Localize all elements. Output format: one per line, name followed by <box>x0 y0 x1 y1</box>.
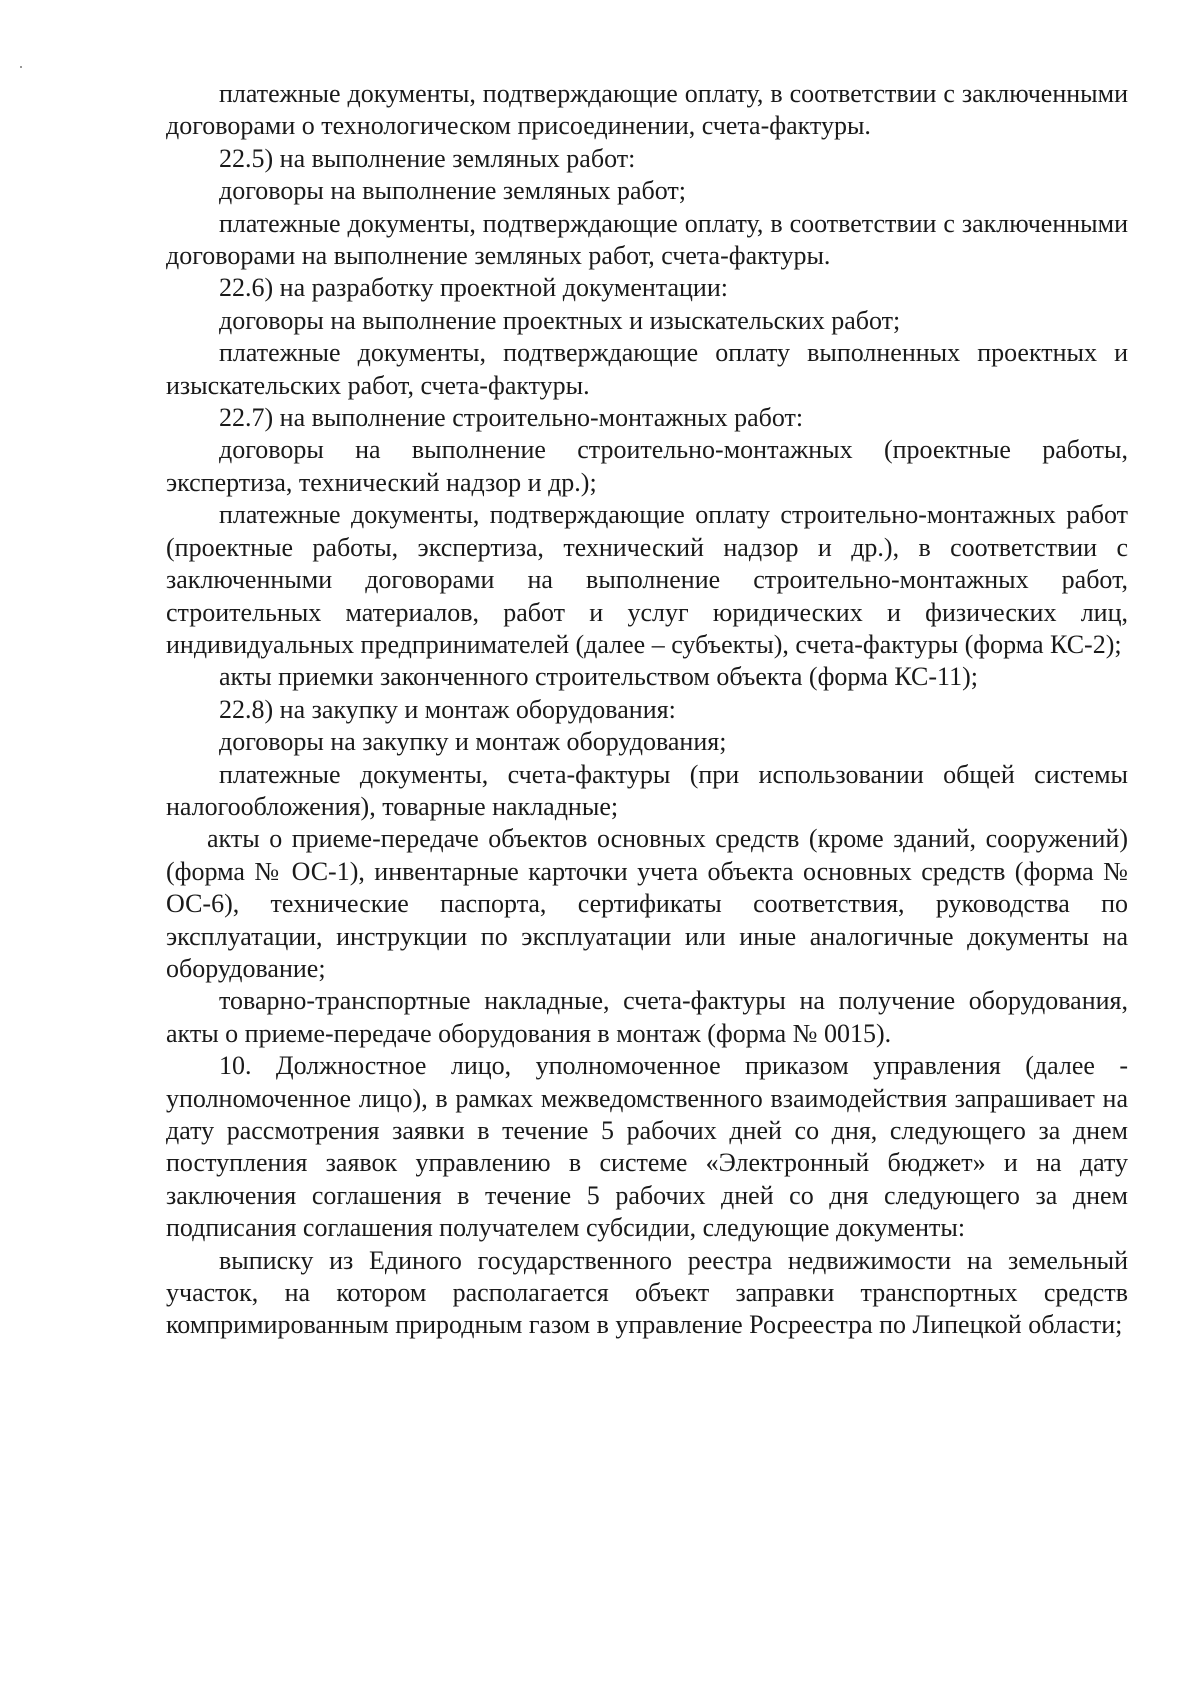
paragraph-registry-extract: выписку из Единого государственного реестра недвижимости на земельный участок, на котором располагается объект заправки транспортных средств компримированным природным газом в управление Росреестра по Липецкой области; <box>166 1245 1128 1340</box>
paragraph-equipment-payment-docs: платежные документы, счета-фактуры (при использовании общей системы налогообложения), товарные накладные; <box>166 759 1128 821</box>
paragraph-earthwork-contracts: договоры на выполнение земляных работ; <box>219 176 686 206</box>
paragraph-22-8-heading: 22.8) на закупку и монтаж оборудования: <box>219 694 676 724</box>
paragraph-acceptance-acts: акты приемки законченного строительством объекта (форма КС-11); <box>219 662 978 692</box>
paragraph-design-payment-docs: платежные документы, подтверждающие оплату выполненных проектных и изыскательских работ, счета-фактуры. <box>166 338 1128 400</box>
paragraph-construction-payment-docs: платежные документы, подтверждающие оплату строительно-монтажных работ (проектные работы, экспертиза, технический надзор и др.), в соответствии с заключенными договорами на выполнение строительно-монтажных работ, строительных материалов, работ и услуг юридических и физических лиц, индивидуальных предпринимателей (далее – субъекты), счета-фактуры (форма КС-2); <box>166 500 1128 659</box>
paragraph-earthwork-payment-docs: платежные документы, подтверждающие оплату, в соответствии с заключенными договорами на выполнение земляных работ, счета-фактуры. <box>166 208 1128 271</box>
paragraph-equipment-contracts: договоры на закупку и монтаж оборудования; <box>219 727 727 757</box>
paragraph-asset-transfer-acts: акты о приеме-передаче объектов основных средств (кроме зданий, сооружений) (форма № ОС-1), инвентарные карточки учета объекта основных средств (форма № ОС-6), технические паспорта, сертификаты соответствия, руководства по эксплуатации, инструкции по эксплуатации или иные аналогичные документы на оборудование; <box>166 824 1128 983</box>
paragraph-waybills: товарно-транспортные накладные, счета-фактуры на получение оборудования, акты о приеме-передаче оборудования в монтаж (форма № 0015). <box>166 986 1128 1048</box>
paragraph-construction-contracts: договоры на выполнение строительно-монтажных (проектные работы, экспертиза, технический надзор и др.); <box>166 435 1128 497</box>
document-body <box>166 78 1128 1342</box>
scan-speck <box>20 66 22 68</box>
paragraph-section-10: 10. Должностное лицо, уполномоченное приказом управления (далее - уполномоченное лицо), в рамках межведомственного взаимодействия запрашивает на дату рассмотрения заявки в течение 5 рабочих дней со дня, следующего за днем поступления заявок управлению в системе «Электронный бюджет» и на дату заключения соглашения в течение 5 рабочих дней со дня следующего за днем подписания соглашения получателем субсидии, следующие документы: <box>166 1051 1128 1243</box>
paragraph-payment-docs-connection: платежные документы, подтверждающие оплату, в соответствии с заключенными договорами о технологическом присоединении, счета-фактуры. <box>166 79 1128 141</box>
paragraph-22-7-heading: 22.7) на выполнение строительно-монтажных работ: <box>219 403 804 433</box>
paragraph-22-5-heading: 22.5) на выполнение земляных работ: <box>219 143 636 173</box>
paragraph-22-6-heading: 22.6) на разработку проектной документации: <box>219 273 728 303</box>
paragraph-design-contracts: договоры на выполнение проектных и изыскательских работ; <box>219 305 901 335</box>
